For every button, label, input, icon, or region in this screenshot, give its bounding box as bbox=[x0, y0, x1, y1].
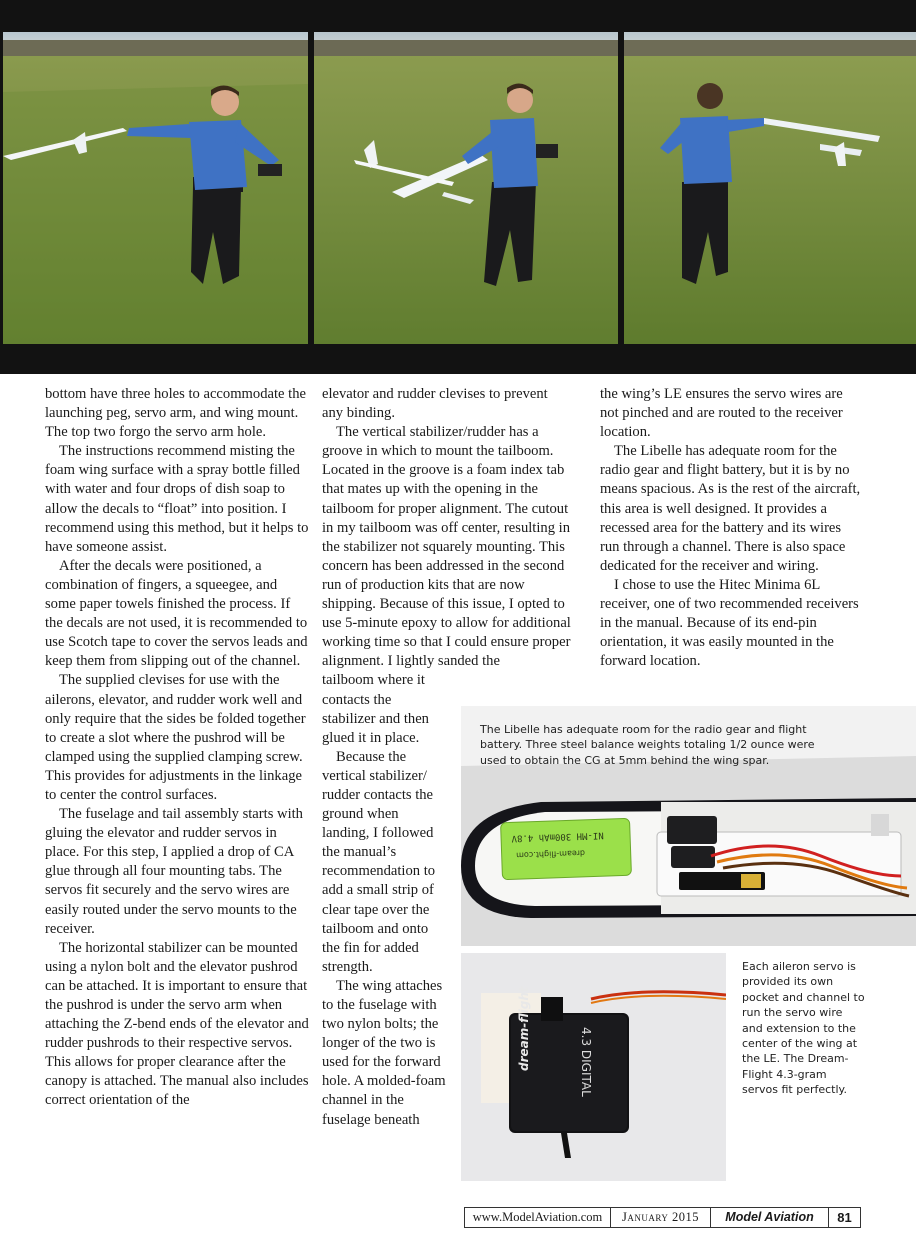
battery-brand: dream-flight.com bbox=[516, 848, 586, 860]
footer-date: January 2015 bbox=[611, 1208, 711, 1227]
column3-paragraph: The Libelle has adequate room for the radio gear and flight battery, but it is by no means spacious. As is the rest of the aircraft, this area is well designed. It provides a recessed area for the battery and its wires run through a channel. There is also space dedicated for the receiver and wiring. bbox=[600, 443, 861, 574]
column1-paragraph: bottom have three holes to accommodate the launching peg, servo arm, and wing mount. The top two forgo the servo arm hole. bbox=[45, 386, 306, 441]
battery-label: NI-MH 300mAh 4.8V bbox=[511, 829, 604, 843]
footer-magazine: Model Aviation bbox=[711, 1208, 829, 1227]
column1-paragraph: After the decals were positioned, a combination of fingers, a squeegee, and some paper towels finished the process. If the decals are not used, it is recommended to use Scotch tape to cover the servos leads and keep them from slipping out of the channel. bbox=[45, 557, 308, 670]
footer-page-number: 81 bbox=[837, 1210, 852, 1225]
receiver-photo-caption: The Libelle has adequate room for the radio gear and flight battery. Three steel balance weights totaling 1/2 ounce were used to obtain the CG at 5mm behind the wing spar. bbox=[480, 723, 815, 767]
column1-paragraph: The supplied clevises for use with the ailerons, elevator, and rudder work well and only require that the sides be folded together to create a slot where the pushrod will be clamped using the supplied clamping screw. This provides for adjustments in the linkage to center the control surfaces. bbox=[45, 672, 306, 803]
launch-photo-3 bbox=[624, 32, 916, 344]
launch-photo-2 bbox=[314, 32, 618, 344]
column2-narrow-block bbox=[322, 671, 448, 1129]
article-column-1 bbox=[45, 385, 311, 1111]
column3-paragraph: the wing’s LE ensures the servo wires are not pinched and are routed to the receiver location. bbox=[600, 386, 843, 441]
servo-model-label: 4.3 DIGITAL bbox=[579, 1027, 593, 1097]
servo-photo-caption: Each aileron servo is provided its own pocket and channel to run the servo wire and extension to the center of the wing at the LE. The Dream-Flight 4.3-gram servos fit perfectly. bbox=[742, 960, 865, 1097]
column1-paragraph: The horizontal stabilizer can be mounted using a nylon bolt and the elevator pushrod can be attached. It is important to ensure that the pushrod is under the servo arm when attaching the Z-bend ends of the elevator and rudder pushrods to their respective servos. This allows for proper clearance after the canopy is attached. The manual also includes correct orientation of the bbox=[45, 939, 309, 1109]
column3-paragraph: I chose to use the Hitec Minima 6L receiver, one of two recommended receivers in the manual. Because of its end-pin orientation, it was easily mounted in the forward location. bbox=[600, 576, 859, 670]
page-footer bbox=[464, 1207, 861, 1228]
servo-brand-label: dream-flight bbox=[517, 986, 531, 1071]
column1-paragraph: The fuselage and tail assembly starts with gluing the elevator and rudder servos in place. For this step, I applied a drop of CA glue through all four mounting tabs. The servos fit securely and the servo wires are easily routed under the servo mounts to the receiver. bbox=[45, 806, 303, 937]
column2-paragraph: Because the vertical stabilizer/ rudder contacts the ground when landing, I followed the manual’s recommendation to add a small strip of clear tape over the tailboom and onto the fin for added strength. bbox=[322, 748, 436, 975]
column2-paragraph: elevator and rudder clevises to prevent any binding. bbox=[322, 386, 548, 422]
column2-paragraph: tailboom where it contacts the stabilizer and then glued it in place. bbox=[322, 672, 429, 746]
column1-paragraph: The instructions recommend misting the foam wing surface with a spray bottle filled with water and four drops of dish soap to allow the decals to “float” into position. I recommend using this method, but it helps to have someone assist. bbox=[45, 443, 309, 555]
article-column-3 bbox=[600, 385, 862, 671]
column2-paragraph: The vertical stabilizer/rudder has a groove in which to mount the tailboom. Located in the groove is a foam index tab that mates up with the opening in the tailboom for proper alignment. The cutout in my tailboom was off center, resulting in the stabilizer not squarely mounting. This concern has been addressed in the second run of production kits that are now shipping. Because of this issue, I opted to use 5-minute epoxy to allow for additional working time so that I could ensure proper alignment. I lightly sanded the bbox=[322, 424, 571, 670]
column2-paragraph: The wing attaches to the fuselage with two nylon bolts; the longer of the two is used for the forward hole. A molded-foam channel in the fuselage beneath bbox=[322, 977, 446, 1128]
launch-photo-1 bbox=[3, 32, 308, 344]
aileron-servo-photo bbox=[461, 953, 726, 1181]
footer-url[interactable]: www.ModelAviation.com bbox=[465, 1208, 611, 1227]
